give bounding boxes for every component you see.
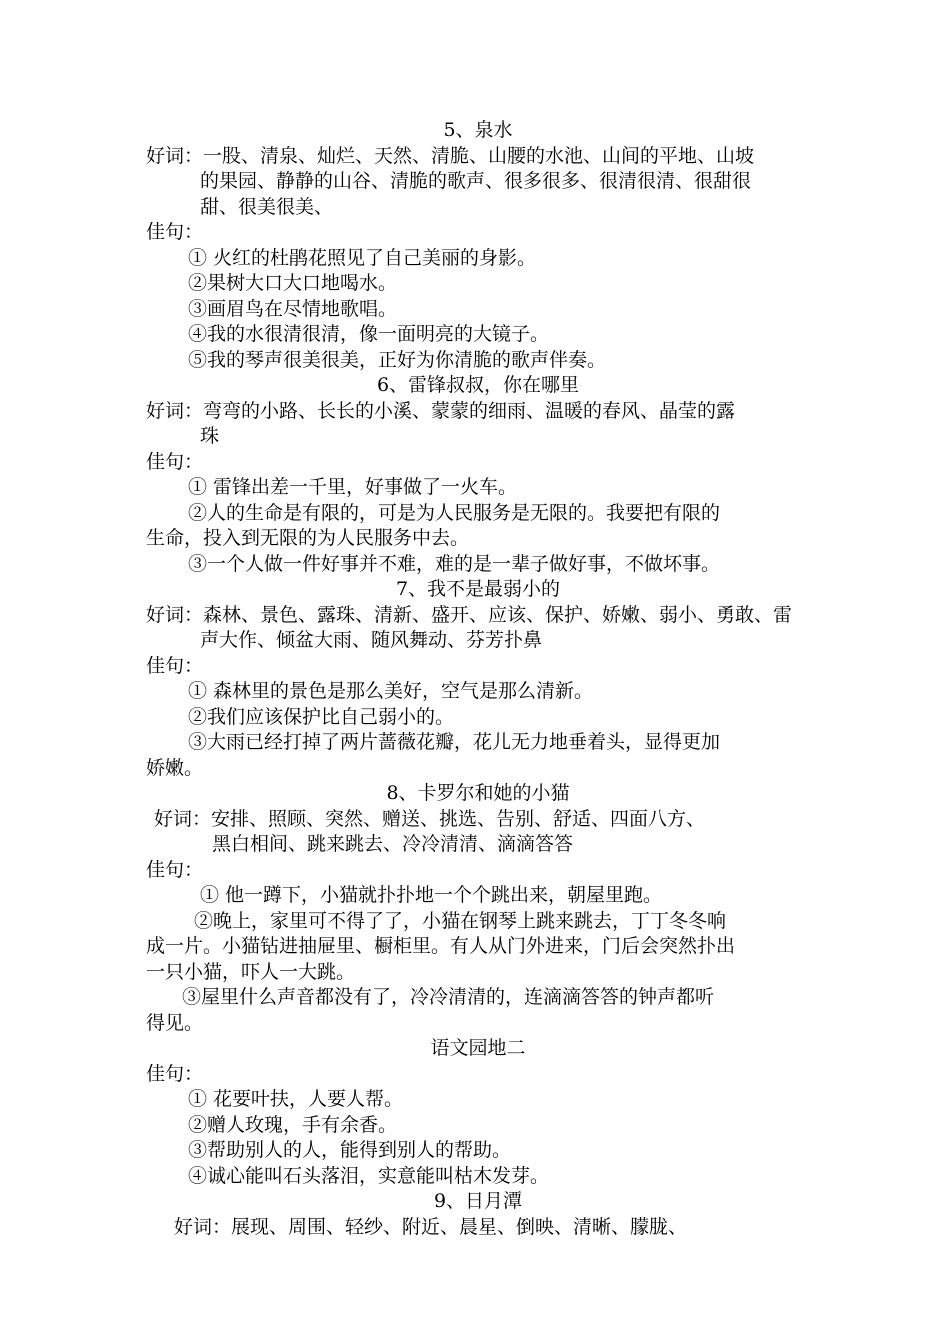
sentence-cont: 生命，投入到无限的为人民服务中去。 — [146, 527, 470, 549]
sentence-cont: 娇嫩。 — [146, 756, 204, 779]
good-words-cont: 甜、很美很美、 — [200, 195, 334, 218]
good-words: 好词：森林、景色、露珠、清新、盛开、应该、保护、娇嫩、弱小、勇敢、雷 — [146, 603, 793, 626]
good-words-cont: 珠 — [200, 425, 220, 447]
good-words-cont: 黑白相间、跳来跳去、冷冷清清、滴滴答答 — [212, 833, 574, 855]
good-words-cont: 声大作、倾盆大雨、随风舞动、芬芳扑鼻 — [200, 629, 543, 651]
sentences-label: 佳句： — [146, 221, 204, 243]
sentence: ① 森林里的景色是那么美好，空气是那么清新。 — [188, 680, 594, 702]
sentence-cont: 得见。 — [146, 1011, 204, 1034]
section-title: 语文园地二 — [430, 1037, 526, 1059]
good-words: 好词：展现、周围、轻纱、附近、晨星、倒映、清晰、朦胧、 — [174, 1215, 688, 1238]
good-words: 好词：弯弯的小路、长长的小溪、蒙蒙的细雨、温暖的春风、晶莹的露 — [146, 399, 736, 422]
sentence: ④我的水很清很清，像一面明亮的大镜子。 — [188, 323, 550, 345]
sentence: ① 雷锋出差一千里，好事做了一火车。 — [188, 476, 518, 498]
section-title: 6、雷锋叔叔，你在哪里 — [376, 374, 580, 396]
sentence: ④诚心能叫石头落泪，实意能叫枯木发芽。 — [188, 1164, 550, 1187]
good-words-cont: 的果园、静静的山谷、清脆的歌声、很多很多、很清很清、很甜很 — [200, 170, 752, 192]
sentence: ②我们应该保护比自己弱小的。 — [188, 705, 455, 728]
section-title: 8、卡罗尔和她的小猫 — [386, 782, 570, 804]
sentences-label: 佳句： — [146, 450, 204, 473]
section-title: 7、我不是最弱小的 — [395, 578, 561, 600]
sentences-label: 佳句： — [146, 1062, 204, 1085]
good-words: 好词：一股、清泉、灿烂、天然、清脆、山腰的水池、山间的平地、山坡 — [146, 144, 755, 167]
sentence: ① 火红的杜鹃花照见了自己美丽的身影。 — [188, 246, 537, 269]
sentence: ③大雨已经打掉了两片蔷薇花瓣，花儿无力地垂着头，显得更加 — [188, 731, 721, 753]
sentence: ③屋里什么声音都没有了，冷冷清清的，连滴滴答答的钟声都听 — [182, 986, 715, 1008]
sentences-label: 佳句： — [146, 858, 204, 881]
sentence: ① 他一蹲下，小猫就扑扑地一个个跳出来，朝屋里跑。 — [200, 884, 663, 906]
sentence: ②果树大口大口地喝水。 — [188, 272, 398, 294]
sentence-cont: 成一片。小猫钻进抽屉里、橱柜里。有人从门外进来，门后会突然扑出 — [146, 935, 736, 957]
sentence-cont: 一只小猫，吓人一大跳。 — [146, 960, 356, 983]
section-title: 9、日月潭 — [433, 1190, 523, 1212]
good-words: 好词：安排、照顾、突然、赠送、挑选、告别、舒适、四面八方、 — [154, 807, 706, 830]
sentences-label: 佳句： — [146, 654, 204, 677]
sentence: ②人的生命是有限的，可是为人民服务是无限的。我要把有限的 — [188, 501, 721, 524]
section-title: 5、泉水 — [443, 119, 513, 141]
sentence: ②晚上，家里可不得了了，小猫在钢琴上跳来跳去，丁丁冬冬响 — [194, 909, 727, 932]
sentence: ① 花要叶扶，人要人帮。 — [188, 1088, 404, 1110]
sentence: ③帮助别人的人，能得到别人的帮助。 — [188, 1139, 512, 1161]
sentence: ⑤我的琴声很美很美，正好为你清脆的歌声伴奏。 — [188, 348, 607, 371]
sentence: ③一个人做一件好事并不难，难的是一辈子做好事，不做坏事。 — [188, 552, 721, 575]
document-page — [146, 118, 810, 1240]
sentence: ②赠人玫瑰，手有余香。 — [188, 1113, 398, 1136]
sentence: ③画眉鸟在尽情地歌唱。 — [188, 297, 398, 320]
